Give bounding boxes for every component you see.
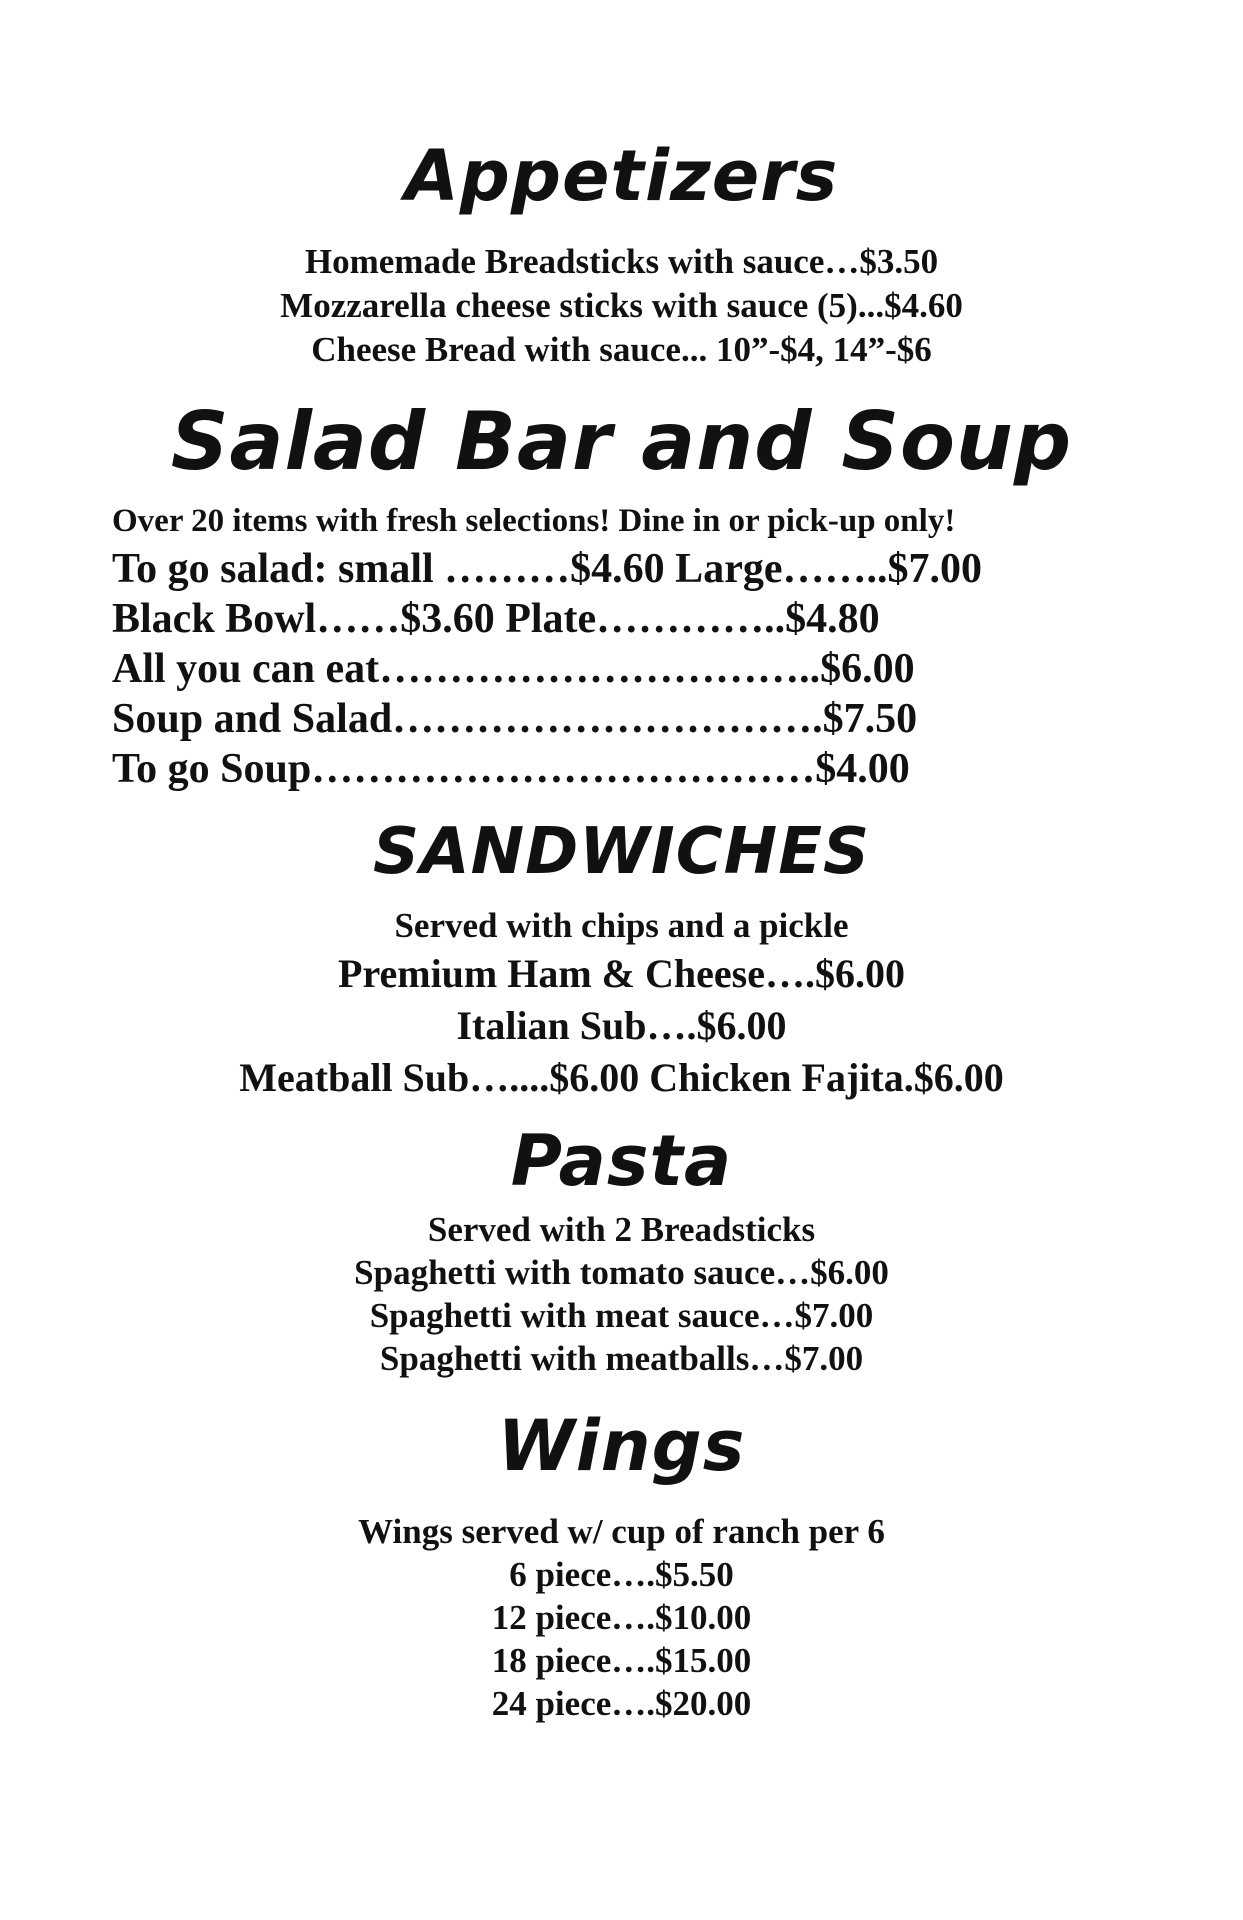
wings-item: 12 piece….$10.00 — [491, 1598, 752, 1637]
sandwiches-heading: SANDWICHES — [372, 815, 871, 889]
appetizers-item: Cheese Bread with sauce... 10”-$4, 14”-$6 — [311, 330, 932, 369]
wings-note: Wings served w/ cup of ranch per 6 — [358, 1512, 885, 1551]
pasta-heading: Pasta — [510, 1120, 733, 1202]
sandwiches-item: Italian Sub….$6.00 — [456, 1003, 787, 1048]
appetizers-item: Homemade Breadsticks with sauce…$3.50 — [304, 242, 939, 281]
pasta-note: Served with 2 Breadsticks — [427, 1210, 816, 1249]
salad-heading: Salad Bar and Soup — [170, 395, 1073, 488]
salad-item: To go salad: small ………$4.60 Large……..$7.00 — [112, 546, 982, 592]
wings-heading: Wings — [497, 1405, 746, 1487]
salad-item: All you can eat…………………………..$6.00 — [112, 646, 915, 692]
pasta-item: Spaghetti with tomato sauce…$6.00 — [354, 1253, 889, 1292]
wings-item: 24 piece….$20.00 — [491, 1684, 752, 1723]
sandwiches-item: Premium Ham & Cheese….$6.00 — [338, 951, 905, 996]
sandwiches-item: Meatball Sub…....$6.00 Chicken Fajita.$6.00 — [239, 1055, 1004, 1100]
appetizers-heading: Appetizers — [404, 135, 839, 217]
salad-item: To go Soup………………………………$4.00 — [112, 746, 910, 792]
sandwiches-note: Served with chips and a pickle — [394, 906, 849, 945]
pasta-item: Spaghetti with meat sauce…$7.00 — [369, 1296, 874, 1335]
wings-item: 18 piece….$15.00 — [491, 1641, 752, 1680]
wings-item: 6 piece….$5.50 — [509, 1555, 734, 1594]
salad-item: Soup and Salad………………………….$7.50 — [112, 696, 918, 742]
appetizers-item: Mozzarella cheese sticks with sauce (5)...$4.60 — [280, 286, 963, 325]
pasta-item: Spaghetti with meatballs…$7.00 — [379, 1339, 864, 1378]
salad-item: Black Bowl……$3.60 Plate…………..$4.80 — [112, 596, 880, 642]
salad-note: Over 20 items with fresh selections! Dine in or pick-up only! — [112, 503, 956, 539]
